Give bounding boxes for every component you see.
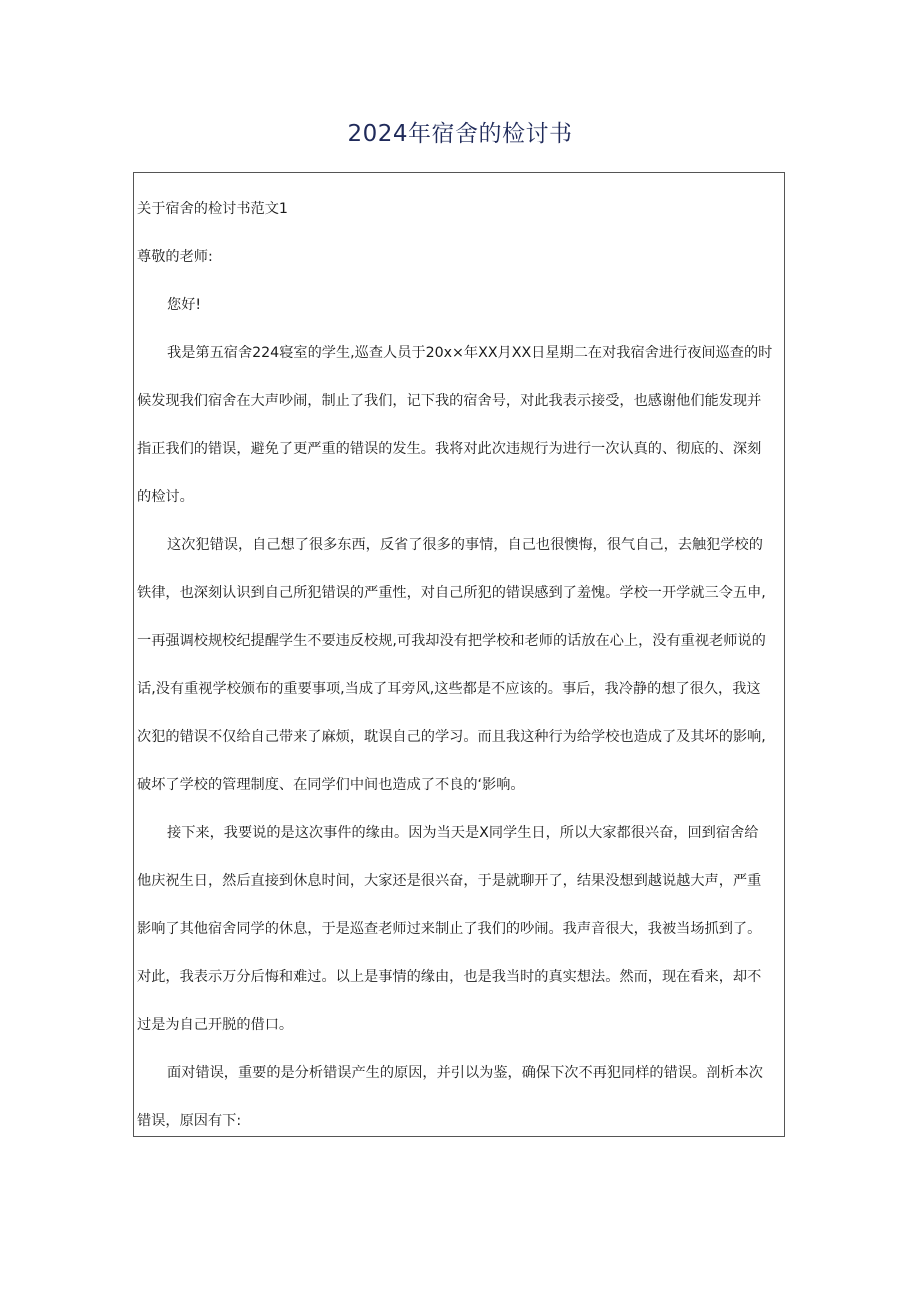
paragraph-line: 破坏了学校的管理制度、在同学们中间也造成了不良的‘影响。 — [137, 777, 525, 793]
paragraph-line: 过是为自己开脱的借口。 — [137, 1017, 294, 1033]
paragraph-line: 铁律，也深刻认识到自己所犯错误的严重性，对自己所犯的错误感到了羞愧。学校一开学就三令五申, — [137, 585, 766, 601]
paragraph-line: 接下来，我要说的是这次事件的缘由。因为当天是X同学生日，所以大家都很兴奋，回到宿舍给 — [167, 825, 759, 841]
document-heading: 关于宿舍的检讨书范文1 — [137, 201, 288, 217]
paragraph-line: 我是第五宿舍224寝室的学生,巡查人员于20x×年XX月XX日星期二在对我宿舍进行夜间巡查的时 — [167, 345, 773, 361]
paragraph-line: 候发现我们宿舍在大声吵闹，制止了我们，记下我的宿舍号，对此我表示接受，也感谢他们能发现并 — [137, 393, 762, 409]
paragraph-line: 面对错误，重要的是分析错误产生的原因，并引以为鉴，确保下次不再犯同样的错误。剖析本次 — [167, 1065, 763, 1081]
paragraph-line: 指正我们的错误，避免了更严重的错误的发生。我将对此次违规行为进行一次认真的、彻底的、深刻 — [137, 441, 762, 457]
paragraph-line: 错误，原因有下: — [137, 1113, 242, 1129]
greeting: 您好! — [167, 297, 202, 313]
paragraph-line: 话,没有重视学校颁布的重要事项,当成了耳旁风,这些都是不应该的。事后，我冷静的想了很久，我这 — [137, 681, 761, 697]
paragraph-line: 对此，我表示万分后悔和难过。以上是事情的缘由，也是我当时的真实想法。然而，现在看来，却不 — [137, 969, 762, 985]
paragraph-line: 影响了其他宿舍同学的休息，于是巡查老师过来制止了我们的吵闹。我声音很大，我被当场抓到了。 — [137, 921, 762, 937]
document-body — [133, 172, 785, 1137]
paragraph-line: 次犯的错误不仅给自己带来了麻烦，耽误自己的学习。而且我这种行为给学校也造成了及其坏的影响, — [137, 729, 766, 745]
paragraph-line: 这次犯错误，自己想了很多东西，反省了很多的事情，自己也很懊悔，很气自己，去触犯学校的 — [167, 537, 763, 553]
paragraph-line: 的检讨。 — [137, 489, 194, 505]
document-title: 2024年宿舍的检讨书 — [347, 121, 573, 147]
paragraph-line: 一再强调校规校纪提醒学生不要违反校规,可我却没有把学校和老师的话放在心上，没有重视老师说的 — [137, 633, 766, 649]
salutation: 尊敬的老师: — [137, 249, 213, 265]
paragraph-line: 他庆祝生日，然后直接到休息时间，大家还是很兴奋，于是就聊开了，结果没想到越说越大声，严重 — [137, 873, 762, 889]
